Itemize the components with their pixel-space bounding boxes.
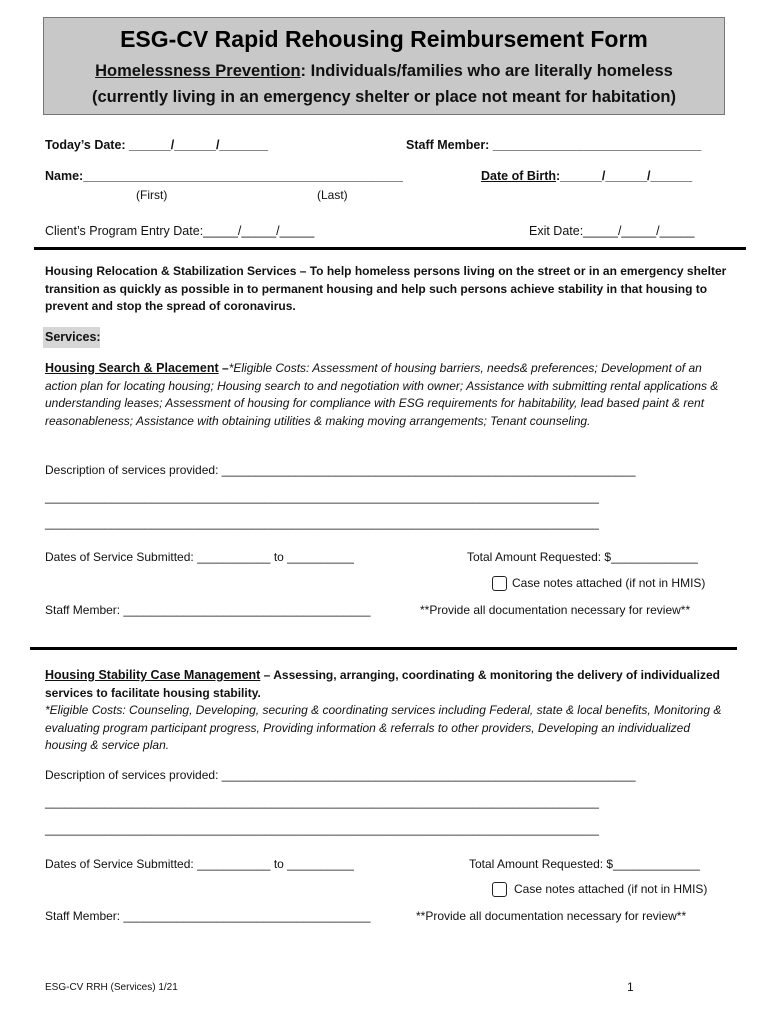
section1-heading-block <box>45 360 725 430</box>
section2-staff-field[interactable]: Staff Member: _____________________________________ <box>45 909 371 923</box>
first-name-caption: (First) <box>136 188 168 202</box>
dob-blank: :______/______/______ <box>556 169 693 183</box>
form-subtitle-line2: (currently living in an emergency shelter or place not meant for habitation) <box>91 88 677 106</box>
section2-heading-block <box>45 667 725 702</box>
section2-description-field[interactable]: Description of services provided: ______________________________________________________________ <box>45 768 636 782</box>
form-title: ESG-CV Rapid Rehousing Reimbursement Form <box>120 26 648 52</box>
page-number: 1 <box>627 980 634 994</box>
section1-case-notes-label: Case notes attached (if not in HMIS) <box>512 576 706 590</box>
section2-dates-field[interactable]: Dates of Service Submitted: ___________ to __________ <box>45 857 354 871</box>
staff-member-field[interactable]: Staff Member: ______________________________ <box>406 138 702 152</box>
last-name-caption: (Last) <box>317 188 348 202</box>
section1-provide-note: **Provide all documentation necessary for review** <box>420 603 691 617</box>
footer-form-code: ESG-CV RRH (Services) 1/21 <box>45 982 178 993</box>
subtitle-rest: : Individuals/families who are literally homeless <box>300 62 673 80</box>
services-label: Services: <box>45 330 101 344</box>
section1-case-notes-checkbox[interactable] <box>492 576 507 591</box>
subtitle-lead: Homelessness Prevention <box>95 62 301 80</box>
name-field[interactable]: Name:______________________________________________ <box>45 169 403 183</box>
section2-eligible: *Eligible Costs: Counseling, Developing, securing & coordinating services including Federal, state & local benefits, Monitoring & evaluating program participant progress, Providing information & referrals to other providers, Developing an individualized housing & service plan. <box>45 703 722 752</box>
todays-date-field[interactable]: Today’s Date: ______/______/_______ <box>45 138 269 152</box>
section2-case-notes-label: Case notes attached (if not in HMIS) <box>514 882 708 896</box>
section1-staff-field[interactable]: Staff Member: _____________________________________ <box>45 603 371 617</box>
section1-description-line3[interactable]: ___________________________________________________________________________________ <box>45 516 599 530</box>
section1-heading: Housing Search & Placement <box>45 361 219 375</box>
section2-case-notes-checkbox[interactable] <box>492 882 507 897</box>
divider-top <box>34 247 746 250</box>
section2-description-line3[interactable]: ___________________________________________________________________________________ <box>45 822 599 836</box>
section2-amount-field[interactable]: Total Amount Requested: $_____________ <box>469 857 700 871</box>
section1-amount-field[interactable]: Total Amount Requested: $_____________ <box>467 550 698 564</box>
section1-dash: – <box>218 361 229 375</box>
intro-paragraph: Housing Relocation & Stabilization Services – To help homeless persons living on the street or in an emergency shelter transition as quickly as possible in to permanent housing and help such persons achieve stability in that housing to prevent and stop the spread of coronavirus. <box>45 264 727 313</box>
section1-eligible: *Eligible Costs: Assessment of housing barriers, needs& preferences; Development of an action plan for locating housing; Housing search to and negotiation with owner; Assistance with submitting rental applications & understanding leases; Assessment of housing for compliance with ESG requirements for habitability, lead based paint & rent reasonableness; Assistance with obtaining utilities & making moving arrangements; Tenant counseling. <box>45 361 719 428</box>
section1-dates-field[interactable]: Dates of Service Submitted: ___________ to __________ <box>45 550 354 564</box>
form-subtitle <box>44 62 724 81</box>
section1-description-field[interactable]: Description of services provided: ______________________________________________________________ <box>45 463 636 477</box>
section1-description-line2[interactable]: ___________________________________________________________________________________ <box>45 490 599 504</box>
program-entry-date-field[interactable]: Client’s Program Entry Date:_____/_____/_____ <box>45 224 315 238</box>
section2-heading: Housing Stability Case Management <box>45 668 261 682</box>
section2-heading-rest: – Assessing, arranging, coordinating & monitoring the delivery of individualized services to facilitate housing stability. <box>45 668 720 700</box>
dob-label: Date of Birth <box>481 169 556 183</box>
section2-provide-note: **Provide all documentation necessary for review** <box>416 909 687 923</box>
exit-date-field[interactable]: Exit Date:_____/_____/_____ <box>529 224 695 238</box>
section2-description-line2[interactable]: ___________________________________________________________________________________ <box>45 795 599 809</box>
divider-middle <box>30 647 737 650</box>
header-box <box>43 17 725 115</box>
date-of-birth-field[interactable] <box>481 169 692 183</box>
